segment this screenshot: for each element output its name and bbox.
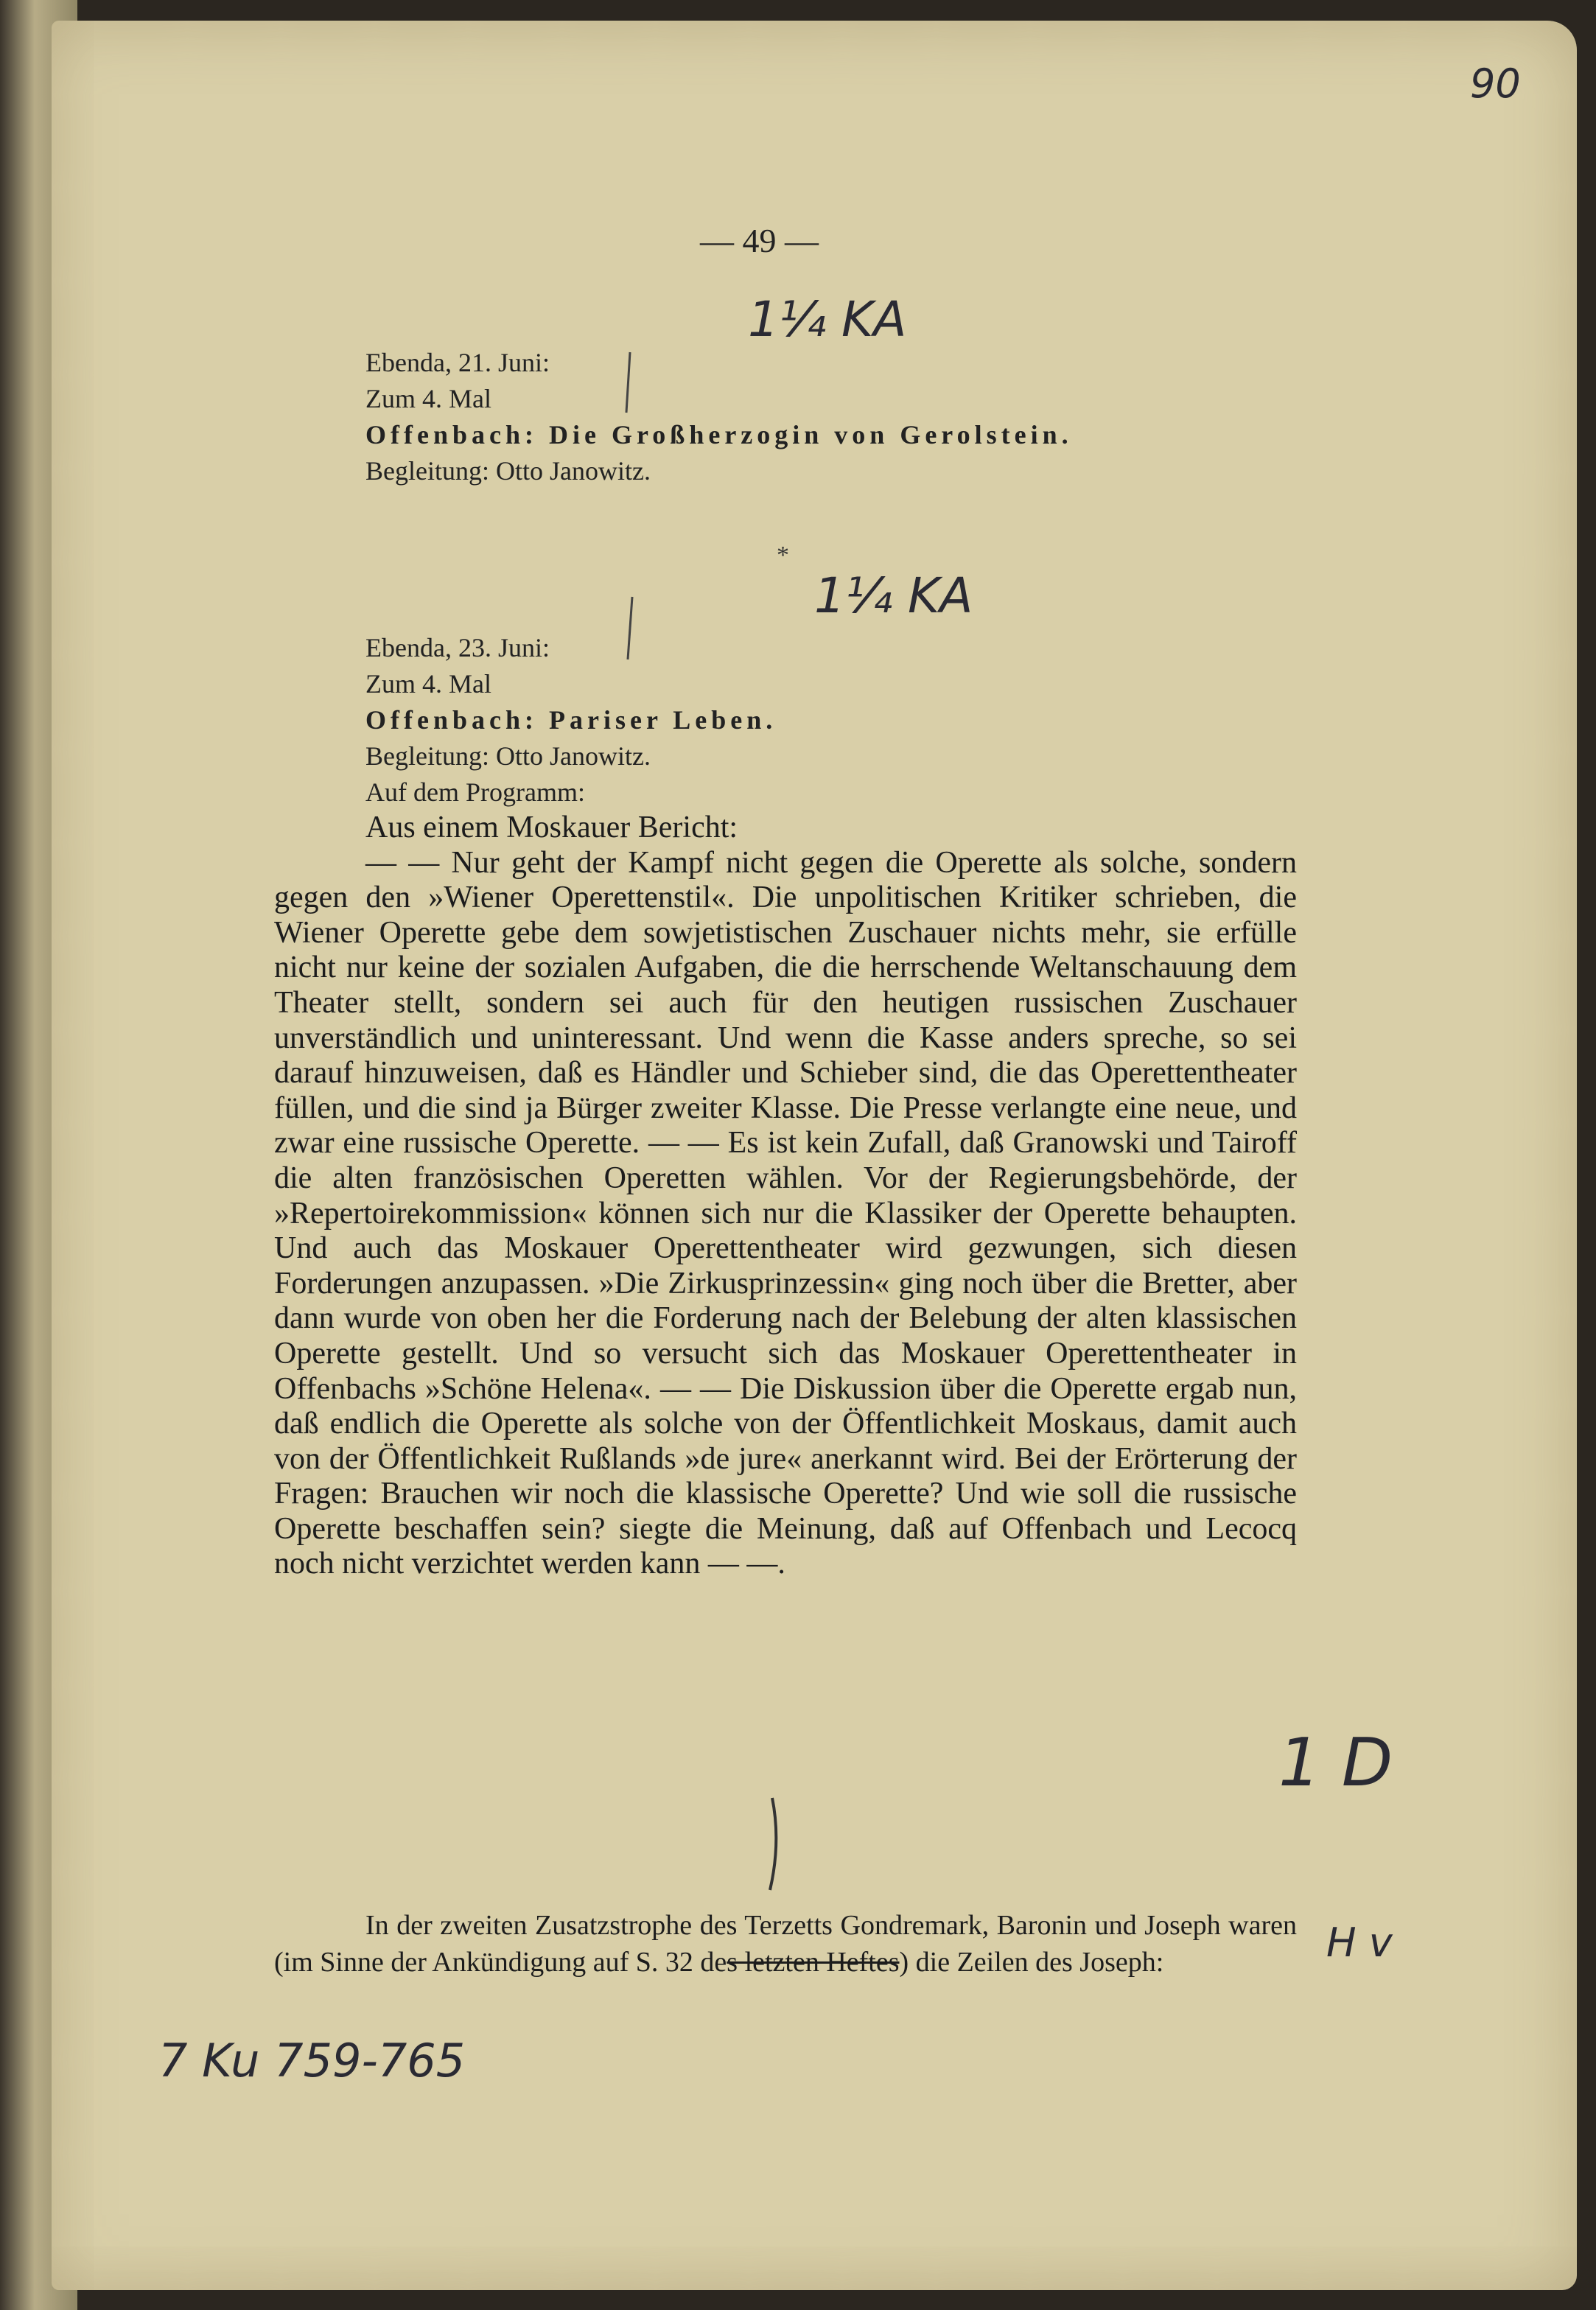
folio-number-handwritten: 90 (1470, 60, 1521, 107)
separator-asterisk: * (777, 542, 789, 569)
entry-accompaniment: Begleitung: Otto Janowitz. (365, 741, 651, 771)
report-body: — — Nur geht der Kampf nicht gegen die Operette als solche, sondern gegen den »Wiener Operettenstil«. Die unpolitischen Kritiker schrieben, die Wiener Operette gebe dem sowjetistischen Zuschauer nichts mehr, sie erfülle nicht nur keine der sozialen Aufgaben, die die herrschende Weltanschauung dem Theater stellt, sondern sei auch für den heutigen russischen Zuschauer unverständlich und uninteressant. Und wenn die Kasse anders spreche, so sei darauf hinzuweisen, daß es Händler und Schieber sind, die das Operettentheater füllen, und die sind ja Bürger zweiter Klasse. Die Presse verlangte eine neue, und zwar eine russische Operette. — — Es ist kein Zufall, daß Granowski und Tairoff die alten französischen Operetten wählen. Vor der Regierungsbehörde, der »Repertoirekommission« können sich nur die Klassiker der Operette behaupten. Und auch das Moskauer Operettentheater wird gezwungen, sich diesen Forderungen anzupassen. »Die Zirkusprinzessin« ging noch über die Bretter, aber dann wurde von oben her die Forderung nach der Belebung der alten klassischen Operette gestellt. Und so versucht sich das Moskauer Operettentheater in Offenbachs »Schöne Helena«. — — Die Diskussion über die Operette ergab nun, daß endlich die Operette als solche von der Öffentlichkeit Moskaus, damit auch von der Öffentlichkeit Rußlands »de jure« anerkannt wird. Bei der Erörterung der Fragen: Brauchen wir noch die klassische Operette? Und wie soll die russische Operette beschaffen sein? siegte die Meinung, daß auf Offenbach und Lecocq noch nicht verzichtet werden kann — —. (274, 845, 1297, 1581)
entry-title: Offenbach: Die Großherzogin von Gerolstein. (365, 420, 1073, 449)
annotation-handwritten: 1¼ KA (814, 567, 973, 624)
entry-count: Zum 4. Mal (365, 384, 491, 413)
closing-text: ) die Zeilen des Joseph: (899, 1947, 1164, 1978)
entry-date: Ebenda, 23. Juni: (365, 633, 550, 662)
entry-count: Zum 4. Mal (365, 669, 491, 699)
entry-date: Ebenda, 21. Juni: (365, 348, 550, 377)
entry-title: Offenbach: Pariser Leben. (365, 705, 777, 735)
annotation-handwritten: 1¼ KA (748, 291, 907, 348)
pencil-stroke-mark (626, 352, 630, 413)
entry-accompaniment: Begleitung: Otto Janowitz. (365, 456, 651, 486)
page-number: — 49 — (700, 222, 819, 259)
pencil-stroke-mark (628, 597, 632, 659)
closing-text: In der zweiten Zusatzstrophe des Terzetts Gondremark, Baronin und Joseph waren (im Sinne der Ankündigung auf S. 32 de (274, 1910, 1297, 1978)
pencil-stroke-mark (770, 1798, 776, 1890)
annotation-handwritten: 1 D (1278, 1724, 1393, 1802)
entry-program: Auf dem Programm: (365, 777, 585, 807)
report-heading: Aus einem Moskauer Bericht: (365, 811, 738, 844)
struck-text: s letzten Heftes (727, 1947, 900, 1978)
annotation-handwritten: H v (1326, 1919, 1393, 1966)
shelf-mark-handwritten: 7 Ku 759-765 (158, 2034, 466, 2087)
